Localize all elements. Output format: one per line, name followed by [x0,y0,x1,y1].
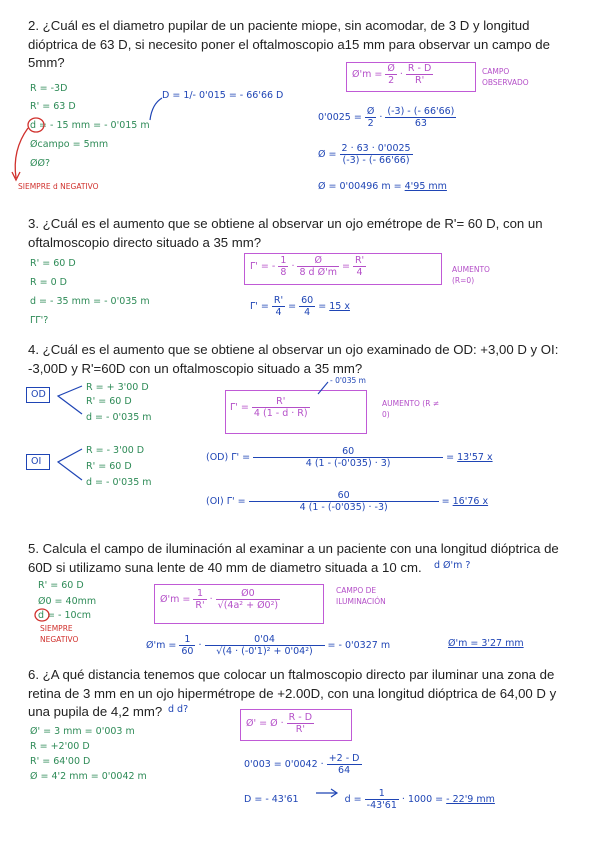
frac-num: R' [252,396,310,408]
q2-data-line: Øcampo = 5mm [30,139,109,150]
frac-num: 1 [179,634,195,646]
eq-left: Γ' = [250,301,269,312]
frac-den: √(4a² + Ø0²) [217,600,279,611]
q4-oi-data: d = - 0'035 m [86,477,152,488]
q4-od-calc: (OD) Γ' = $\frac{60}{4 (1 - (-0'035) \cdot 3)}$ = 13'57 x [206,446,493,469]
frac-num: 2 · 63 · 0'0025 [341,143,411,154]
frac-num: Ø [297,255,338,267]
q4-od-data: d = - 0'035 m [86,412,152,423]
q5-formula-label: CAMPO DE ILUMINACIÓN [336,586,386,606]
eq-left: Ø = 0'00496 m = [318,181,402,192]
frac-den: 4 [304,307,311,318]
oi-bracket [58,449,82,480]
q6-calc [244,753,362,776]
frac-num: Ø [366,106,375,117]
frac-num: R' [273,295,284,306]
q6-data-line: R = +2'00 D [30,741,90,752]
frac-den: 2 [388,75,395,86]
q2-eq1: 0'0025 = $\frac{Ø}{2}$ · $\frac{(-3) - (- 66'66)}{63}$ [318,106,455,129]
frac-den: 8 d Ø'm [299,267,337,278]
eq-left: Ø'm = [146,640,177,651]
frac-num: 1 [280,255,287,266]
q4-od-data: R' = 60 D [86,396,132,407]
q3-calc: Γ' = $\frac{R'}{4}$ = $\frac{60}{4}$ = 15 x [250,295,350,318]
frac-den: 2 [367,118,374,129]
q2-data-line: R = -3D [30,83,68,94]
q4-od-result: 13'57 x [457,452,493,463]
q4-od-data: R = + 3'00 D [86,382,149,393]
frac-num: (-3) - (- 66'66) [387,106,455,117]
frac-den: 4 (1 - (-0'035) · 3) [305,458,391,469]
q4-oi-result: 16'76 x [452,496,489,507]
frac-num: 60 [253,446,443,458]
frac-den: R' [195,600,205,611]
eq-left: (OI) Γ' = [206,496,246,507]
q4-oi-data: R = - 3'00 D [86,445,145,456]
frac-den: 4 [356,267,363,278]
eq-mult: · 1000 = [401,794,444,805]
q6-d-calc [244,788,495,811]
frac-den: (-3) - (- 66'66) [342,155,410,166]
question-6: 6. ¿A qué distancia tenemos que colocar un ftalmoscopio directo par iluminar una zona de retina de 3 mm en un ojo hipermétrope de +2.00D, con una longitud dióptrica de 64,00 D y una pupila de 4,2 mm? [28,667,557,719]
q3-result: 15 x [329,301,350,312]
q5-data-line: d = - 10cm [38,610,92,621]
frac-num: R - D [288,712,313,723]
red-arrow-head [12,172,20,180]
formula-left: Ø'm [352,69,372,80]
q6-data-line: Ø = 4'2 mm = 0'0042 m [30,771,147,782]
q6-extra-note: d d? [168,704,189,715]
q4-oi-data: R' = 60 D [86,461,132,472]
red-arrow [15,128,28,178]
frac-den: 8 [280,267,287,278]
q3-formula: Γ' = - $\frac{1}{8}$ · $\frac{Ø}{\text{8 d Ø'm}}$ = $\frac{R'}{4}$ [250,255,365,278]
q2-data-line: R' = 63 D [30,101,76,112]
formula-left: Γ' = [230,402,249,413]
q5-calc: Ø'm = $\frac{1}{60}$ · $\frac{0'04}{\text{√(4 · (-0'1)² + 0'04²)}}$ = - 0'0327 m [146,634,391,657]
question-5: 5. Calcula el campo de iluminación al examinar a un paciente con una longitud dióptrica de 60D si utilizamo suna lente de 40 mm de diametro situada a 10 cm. [28,541,559,575]
eq-left: 0'0025 = [318,112,362,123]
eq-right: = - 0'0327 m [327,640,391,651]
formula-left: Ø'm = [160,594,191,605]
frac-den: R' [295,724,305,735]
frac-num: +2 - D [328,753,360,764]
od-bracket [58,386,82,414]
q2-data-line: d = - 15 mm = - 0'015 m [30,120,150,131]
q3-data-line: ΓΓ'? [30,315,49,326]
q3-formula-label: AUMENTO (R=0) [452,265,490,285]
eq-mid: d = [344,794,362,805]
frac-den: 4 (1 - (-0'035) · -3) [299,502,388,513]
q4-formula-label: AUMENTO (R ≠ 0) [382,399,440,419]
q2-eq3 [318,181,447,192]
q6-data-line: R' = 64'00 D [30,756,91,767]
q3-data-line: R' = 60 D [30,258,76,269]
question-4: 4. ¿Cuál es el aumento que se obtiene al observar un ojo examinado de OD: +3,00 D y OI: -3,00D y R'=60D con un oftalmoscopio situado a 35 mm? [28,342,559,376]
q2-result: 4'95 mm [404,181,447,192]
q2-red-note: SIEMPRE d NEGATIVO [18,182,99,191]
eq-left: 0'003 = 0'0042 · [244,759,324,770]
q4-oi-calc: (OI) Γ' = $\frac{60}{4 (1 - (-0'035) \cdot -3)}$ = 16'76 x [206,490,489,513]
frac-den: √(4 · (-0'1)² + 0'04²) [216,646,313,657]
frac-den: 4 [275,307,282,318]
q2-d-note: D = 1/- 0'015 = - 66'66 D [162,90,284,101]
q6-result: - 22'9 mm [446,794,495,805]
q4-oi-label: OI [31,456,42,467]
frac-den: 64 [338,765,351,776]
q2-formula: Ø'm = $\frac{Ø}{2}$ · $\frac{R - D}{R'}$ [352,63,432,86]
frac-num: R - D [407,63,432,74]
frac-num: Ø [387,63,395,74]
q5-red-note: SIEMPRE NEGATIVO [40,624,79,644]
frac-den: -43'61 [366,800,397,811]
q6-formula [246,712,314,735]
q2-data-line: ØØ? [30,158,50,169]
eq-left: (OD) Γ' = [206,452,251,463]
frac-num: Ø0 [216,588,280,600]
q5-data-line: R' = 60 D [38,580,84,591]
q5-data-line: Ø0 = 40mm [38,596,97,607]
frac-num: 1 [365,788,399,800]
question-2: 2. ¿Cuál es el diametro pupilar de un paciente miope, sin acomodar, de 3 D y longitud dióptrica de 63 D, si necesito poner el oftalmoscopio a15 mm para observar un campo de 5mm? [28,18,550,70]
q4-od-label: OD [31,389,46,400]
frac-num: 60 [301,295,314,306]
frac-num: R' [354,255,365,266]
eq-left: D = - 43'61 [244,794,299,805]
question-3: 3. ¿Cuál es el aumento que se obtiene al observar un ojo emétrope de R'= 60 D, con un oftalmoscopio directo situado a 35 mm? [28,216,543,250]
q5-extra-note: d Ø'm ? [434,560,471,571]
blue-arrow [150,98,162,120]
q2-eq2 [318,143,413,166]
q3-data-line: d = - 35 mm = - 0'035 m [30,296,150,307]
q3-data-line: R = 0 D [30,277,67,288]
eq-left: Ø = [318,149,337,160]
q4-formula [230,396,310,419]
formula-left: Γ' = - [250,261,276,272]
q6-data-line: Ø' = 3 mm = 0'003 m [30,726,135,737]
frac-den: 4 (1 - d · R) [253,408,308,419]
frac-num: 0'04 [205,634,325,646]
frac-num: 1 [193,588,206,600]
frac-num: 60 [249,490,439,502]
frac-den: R' [414,75,425,86]
frac-den: 63 [414,118,427,129]
formula-left: Ø' = Ø · [246,718,284,729]
frac-den: 60 [181,646,194,657]
q2-formula-label: CAMPO OBSERVADO [482,67,529,87]
q5-formula: Ø'm = $\frac{1}{R'}$ · $\frac{Ø0}{\text{√(4a² + Ø0²)}}$ [160,588,279,611]
q5-result: Ø'm = 3'27 mm [448,638,524,649]
q4-top-note: - 0'035 m [330,376,366,385]
